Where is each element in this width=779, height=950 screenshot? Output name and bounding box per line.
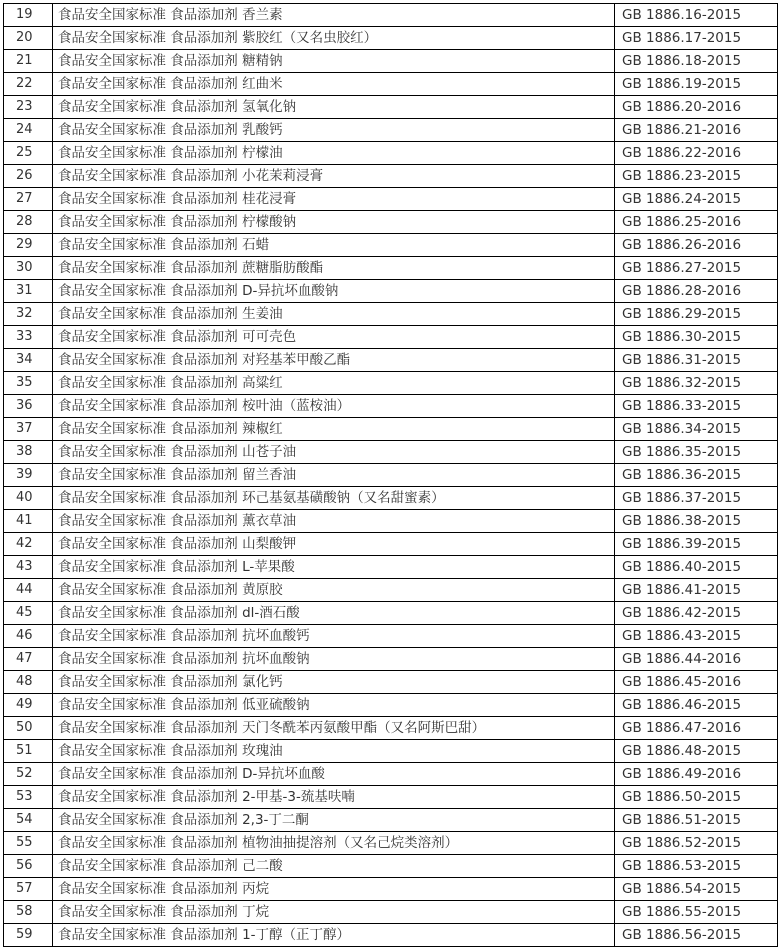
standard-name: 食品安全国家标准 食品添加剂 可可壳色	[53, 326, 615, 349]
row-number: 20	[4, 27, 53, 50]
row-number: 31	[4, 280, 53, 303]
table-row	[4, 211, 778, 234]
table-row	[4, 27, 778, 50]
standard-name: 食品安全国家标准 食品添加剂 L-苹果酸	[53, 556, 615, 579]
standard-name: 食品安全国家标准 食品添加剂 2,3-丁二酮	[53, 809, 615, 832]
row-number: 59	[4, 924, 53, 947]
standard-name: 食品安全国家标准 食品添加剂 桉叶油（蓝桉油）	[53, 395, 615, 418]
standard-name: 食品安全国家标准 食品添加剂 黄原胶	[53, 579, 615, 602]
row-number: 36	[4, 395, 53, 418]
standard-code: GB 1886.31-2015	[615, 349, 778, 372]
table-row	[4, 4, 778, 27]
table-row	[4, 326, 778, 349]
row-number: 21	[4, 50, 53, 73]
table-row	[4, 855, 778, 878]
row-number: 50	[4, 717, 53, 740]
standard-name: 食品安全国家标准 食品添加剂 D-异抗坏血酸钠	[53, 280, 615, 303]
standard-name: 食品安全国家标准 食品添加剂 植物油抽提溶剂（又名己烷类溶剂）	[53, 832, 615, 855]
standard-code: GB 1886.30-2015	[615, 326, 778, 349]
table-row	[4, 809, 778, 832]
standard-code: GB 1886.45-2016	[615, 671, 778, 694]
row-number: 28	[4, 211, 53, 234]
standard-code: GB 1886.43-2015	[615, 625, 778, 648]
table-row	[4, 510, 778, 533]
row-number: 57	[4, 878, 53, 901]
standard-code: GB 1886.28-2016	[615, 280, 778, 303]
standard-name: 食品安全国家标准 食品添加剂 紫胶红（又名虫胶红）	[53, 27, 615, 50]
standard-name: 食品安全国家标准 食品添加剂 己二酸	[53, 855, 615, 878]
row-number: 56	[4, 855, 53, 878]
standard-code: GB 1886.24-2015	[615, 188, 778, 211]
table-row	[4, 142, 778, 165]
standard-code: GB 1886.41-2015	[615, 579, 778, 602]
table-row	[4, 924, 778, 947]
standard-name: 食品安全国家标准 食品添加剂 香兰素	[53, 4, 615, 27]
standard-name: 食品安全国家标准 食品添加剂 山梨酸钾	[53, 533, 615, 556]
standard-name: 食品安全国家标准 食品添加剂 丙烷	[53, 878, 615, 901]
row-number: 55	[4, 832, 53, 855]
standard-name: 食品安全国家标准 食品添加剂 氯化钙	[53, 671, 615, 694]
row-number: 45	[4, 602, 53, 625]
table-row	[4, 878, 778, 901]
table-row	[4, 487, 778, 510]
table-row	[4, 648, 778, 671]
standard-code: GB 1886.54-2015	[615, 878, 778, 901]
standard-code: GB 1886.37-2015	[615, 487, 778, 510]
standard-code: GB 1886.42-2015	[615, 602, 778, 625]
standard-name: 食品安全国家标准 食品添加剂 薰衣草油	[53, 510, 615, 533]
row-number: 24	[4, 119, 53, 142]
row-number: 34	[4, 349, 53, 372]
standard-code: GB 1886.27-2015	[615, 257, 778, 280]
standard-name: 食品安全国家标准 食品添加剂 石蜡	[53, 234, 615, 257]
table-row	[4, 303, 778, 326]
standard-code: GB 1886.33-2015	[615, 395, 778, 418]
table-row	[4, 786, 778, 809]
standard-code: GB 1886.39-2015	[615, 533, 778, 556]
standard-name: 食品安全国家标准 食品添加剂 玫瑰油	[53, 740, 615, 763]
table-row	[4, 625, 778, 648]
table-row	[4, 280, 778, 303]
standard-code: GB 1886.36-2015	[615, 464, 778, 487]
standard-code: GB 1886.16-2015	[615, 4, 778, 27]
row-number: 23	[4, 96, 53, 119]
standard-name: 食品安全国家标准 食品添加剂 对羟基苯甲酸乙酯	[53, 349, 615, 372]
standard-code: GB 1886.44-2016	[615, 648, 778, 671]
standard-name: 食品安全国家标准 食品添加剂 氢氧化钠	[53, 96, 615, 119]
table-row	[4, 372, 778, 395]
table-row	[4, 96, 778, 119]
standard-name: 食品安全国家标准 食品添加剂 山苍子油	[53, 441, 615, 464]
table-row	[4, 556, 778, 579]
table-row	[4, 73, 778, 96]
row-number: 35	[4, 372, 53, 395]
table-row	[4, 740, 778, 763]
standard-code: GB 1886.55-2015	[615, 901, 778, 924]
standard-name: 食品安全国家标准 食品添加剂 辣椒红	[53, 418, 615, 441]
row-number: 51	[4, 740, 53, 763]
table-row	[4, 50, 778, 73]
row-number: 38	[4, 441, 53, 464]
row-number: 46	[4, 625, 53, 648]
standards-table-body	[4, 4, 778, 947]
row-number: 43	[4, 556, 53, 579]
table-row	[4, 579, 778, 602]
row-number: 26	[4, 165, 53, 188]
standard-code: GB 1886.22-2016	[615, 142, 778, 165]
standard-code: GB 1886.25-2016	[615, 211, 778, 234]
table-row	[4, 165, 778, 188]
standard-code: GB 1886.53-2015	[615, 855, 778, 878]
row-number: 47	[4, 648, 53, 671]
table-row	[4, 901, 778, 924]
standard-name: 食品安全国家标准 食品添加剂 丁烷	[53, 901, 615, 924]
table-row	[4, 533, 778, 556]
standard-code: GB 1886.32-2015	[615, 372, 778, 395]
standard-code: GB 1886.21-2016	[615, 119, 778, 142]
standard-code: GB 1886.29-2015	[615, 303, 778, 326]
table-row	[4, 349, 778, 372]
standard-code: GB 1886.51-2015	[615, 809, 778, 832]
standard-name: 食品安全国家标准 食品添加剂 2-甲基-3-巯基呋喃	[53, 786, 615, 809]
table-row	[4, 395, 778, 418]
row-number: 42	[4, 533, 53, 556]
standard-name: 食品安全国家标准 食品添加剂 1-丁醇（正丁醇）	[53, 924, 615, 947]
standard-name: 食品安全国家标准 食品添加剂 留兰香油	[53, 464, 615, 487]
standard-code: GB 1886.17-2015	[615, 27, 778, 50]
standard-code: GB 1886.20-2016	[615, 96, 778, 119]
table-row	[4, 119, 778, 142]
row-number: 25	[4, 142, 53, 165]
table-row	[4, 464, 778, 487]
table-row	[4, 234, 778, 257]
standard-name: 食品安全国家标准 食品添加剂 dl-酒石酸	[53, 602, 615, 625]
standard-name: 食品安全国家标准 食品添加剂 柠檬油	[53, 142, 615, 165]
standard-code: GB 1886.35-2015	[615, 441, 778, 464]
standard-code: GB 1886.48-2015	[615, 740, 778, 763]
table-row	[4, 188, 778, 211]
standard-name: 食品安全国家标准 食品添加剂 红曲米	[53, 73, 615, 96]
row-number: 27	[4, 188, 53, 211]
standard-code: GB 1886.49-2016	[615, 763, 778, 786]
standard-name: 食品安全国家标准 食品添加剂 小花茉莉浸膏	[53, 165, 615, 188]
standard-name: 食品安全国家标准 食品添加剂 抗坏血酸钠	[53, 648, 615, 671]
standard-code: GB 1886.23-2015	[615, 165, 778, 188]
table-row	[4, 418, 778, 441]
table-row	[4, 441, 778, 464]
row-number: 54	[4, 809, 53, 832]
standard-name: 食品安全国家标准 食品添加剂 柠檬酸钠	[53, 211, 615, 234]
standard-name: 食品安全国家标准 食品添加剂 高粱红	[53, 372, 615, 395]
standard-code: GB 1886.38-2015	[615, 510, 778, 533]
table-row	[4, 763, 778, 786]
standard-code: GB 1886.18-2015	[615, 50, 778, 73]
standard-name: 食品安全国家标准 食品添加剂 蔗糖脂肪酸酯	[53, 257, 615, 280]
row-number: 58	[4, 901, 53, 924]
row-number: 40	[4, 487, 53, 510]
row-number: 29	[4, 234, 53, 257]
standard-code: GB 1886.50-2015	[615, 786, 778, 809]
row-number: 53	[4, 786, 53, 809]
table-row	[4, 717, 778, 740]
row-number: 52	[4, 763, 53, 786]
row-number: 22	[4, 73, 53, 96]
standards-table	[3, 3, 778, 947]
standard-name: 食品安全国家标准 食品添加剂 低亚硫酸钠	[53, 694, 615, 717]
table-row	[4, 602, 778, 625]
standard-code: GB 1886.26-2016	[615, 234, 778, 257]
standard-code: GB 1886.56-2015	[615, 924, 778, 947]
row-number: 41	[4, 510, 53, 533]
standard-code: GB 1886.52-2015	[615, 832, 778, 855]
standard-name: 食品安全国家标准 食品添加剂 抗坏血酸钙	[53, 625, 615, 648]
table-row	[4, 832, 778, 855]
standard-name: 食品安全国家标准 食品添加剂 天门冬酰苯丙氨酸甲酯（又名阿斯巴甜）	[53, 717, 615, 740]
standard-code: GB 1886.19-2015	[615, 73, 778, 96]
standard-name: 食品安全国家标准 食品添加剂 糖精钠	[53, 50, 615, 73]
row-number: 49	[4, 694, 53, 717]
row-number: 32	[4, 303, 53, 326]
row-number: 33	[4, 326, 53, 349]
standard-code: GB 1886.34-2015	[615, 418, 778, 441]
standard-code: GB 1886.46-2015	[615, 694, 778, 717]
standard-name: 食品安全国家标准 食品添加剂 桂花浸膏	[53, 188, 615, 211]
standard-name: 食品安全国家标准 食品添加剂 环己基氨基磺酸钠（又名甜蜜素）	[53, 487, 615, 510]
row-number: 48	[4, 671, 53, 694]
row-number: 44	[4, 579, 53, 602]
table-row	[4, 257, 778, 280]
row-number: 19	[4, 4, 53, 27]
standard-name: 食品安全国家标准 食品添加剂 D-异抗坏血酸	[53, 763, 615, 786]
standard-name: 食品安全国家标准 食品添加剂 生姜油	[53, 303, 615, 326]
row-number: 39	[4, 464, 53, 487]
standard-name: 食品安全国家标准 食品添加剂 乳酸钙	[53, 119, 615, 142]
standard-code: GB 1886.40-2015	[615, 556, 778, 579]
standard-code: GB 1886.47-2016	[615, 717, 778, 740]
table-row	[4, 671, 778, 694]
table-row	[4, 694, 778, 717]
row-number: 37	[4, 418, 53, 441]
row-number: 30	[4, 257, 53, 280]
